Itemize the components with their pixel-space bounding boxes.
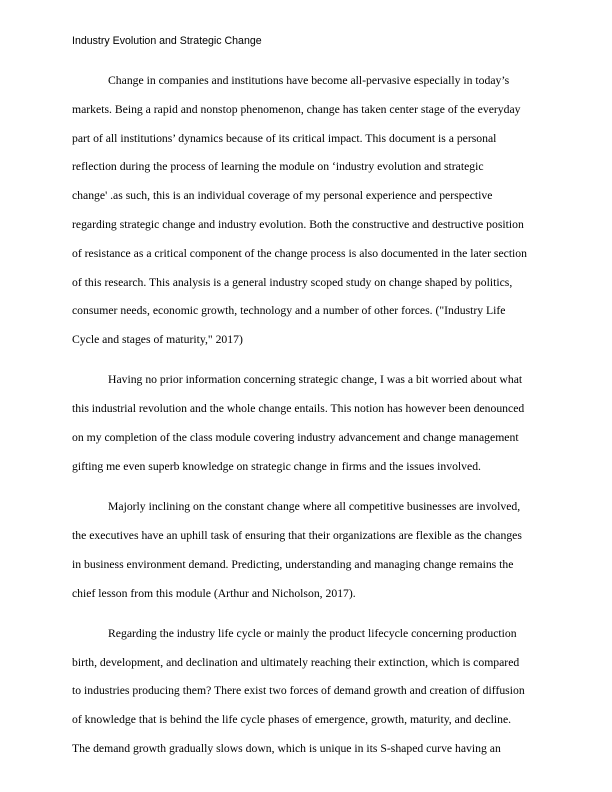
document-body xyxy=(72,67,540,775)
text-line: part of all institutions’ dynamics because of its critical impact. This document is a personal xyxy=(72,131,497,145)
text-line: birth, development, and declination and ultimately reaching their extinction, which is compared xyxy=(72,655,520,669)
text-line: chief lesson from this module (Arthur and Nicholson, 2017). xyxy=(72,586,356,600)
text-line: The demand growth gradually slows down, which is unique in its S-shaped curve having an xyxy=(72,742,501,756)
text-line: Change in companies and institutions have become all-pervasive especially in today’s xyxy=(108,74,510,87)
paragraph-2 xyxy=(72,366,540,481)
text-line: regarding strategic change and industry evolution. Both the constructive and destructive position xyxy=(72,217,524,231)
text-line: of this research. This analysis is a general industry scoped study on change shaped by politics, xyxy=(72,275,513,289)
text-line: markets. Being a rapid and nonstop phenomenon, change has taken center stage of the everyday xyxy=(72,102,521,116)
paragraph-4 xyxy=(72,620,540,764)
text-line: in business environment demand. Predicting, understanding and managing change remains the xyxy=(72,557,514,571)
text-line: Majorly inclining on the constant change where all competitive businesses are involved, xyxy=(108,500,521,514)
text-line: gifting me even superb knowledge on strategic change in firms and the issues involved. xyxy=(72,459,481,473)
text-line: this industrial revolution and the whole change entails. This notion has however been denounced xyxy=(72,402,525,416)
running-head: Industry Evolution and Strategic Change xyxy=(72,35,262,47)
paragraph-1 xyxy=(72,67,540,355)
text-line: of resistance as a critical component of the change process is also documented in the later section xyxy=(72,246,527,260)
text-line: to industries producing them? There exist two forces of demand growth and creation of diffusion xyxy=(72,684,525,698)
text-line: consumer needs, economic growth, technology and a number of other forces. ("Industry Life xyxy=(72,304,506,318)
text-line: change' .as such, this is an individual coverage of my personal experience and perspective xyxy=(72,189,493,203)
text-line: reflection during the process of learning the module on ‘industry evolution and strategic xyxy=(72,160,484,174)
text-line: the executives have an uphill task of ensuring that their organizations are flexible as the changes xyxy=(72,528,522,542)
text-line: Regarding the industry life cycle or mainly the product lifecycle concerning production xyxy=(108,626,517,640)
text-line: Having no prior information concerning strategic change, I was a bit worried about what xyxy=(108,373,523,387)
text-line: on my completion of the class module covering industry advancement and change management xyxy=(72,431,519,445)
text-line: of knowledge that is behind the life cycle phases of emergence, growth, maturity, and decline. xyxy=(72,713,512,727)
text-line: Cycle and stages of maturity," 2017) xyxy=(72,333,243,347)
paragraph-3 xyxy=(72,493,540,608)
